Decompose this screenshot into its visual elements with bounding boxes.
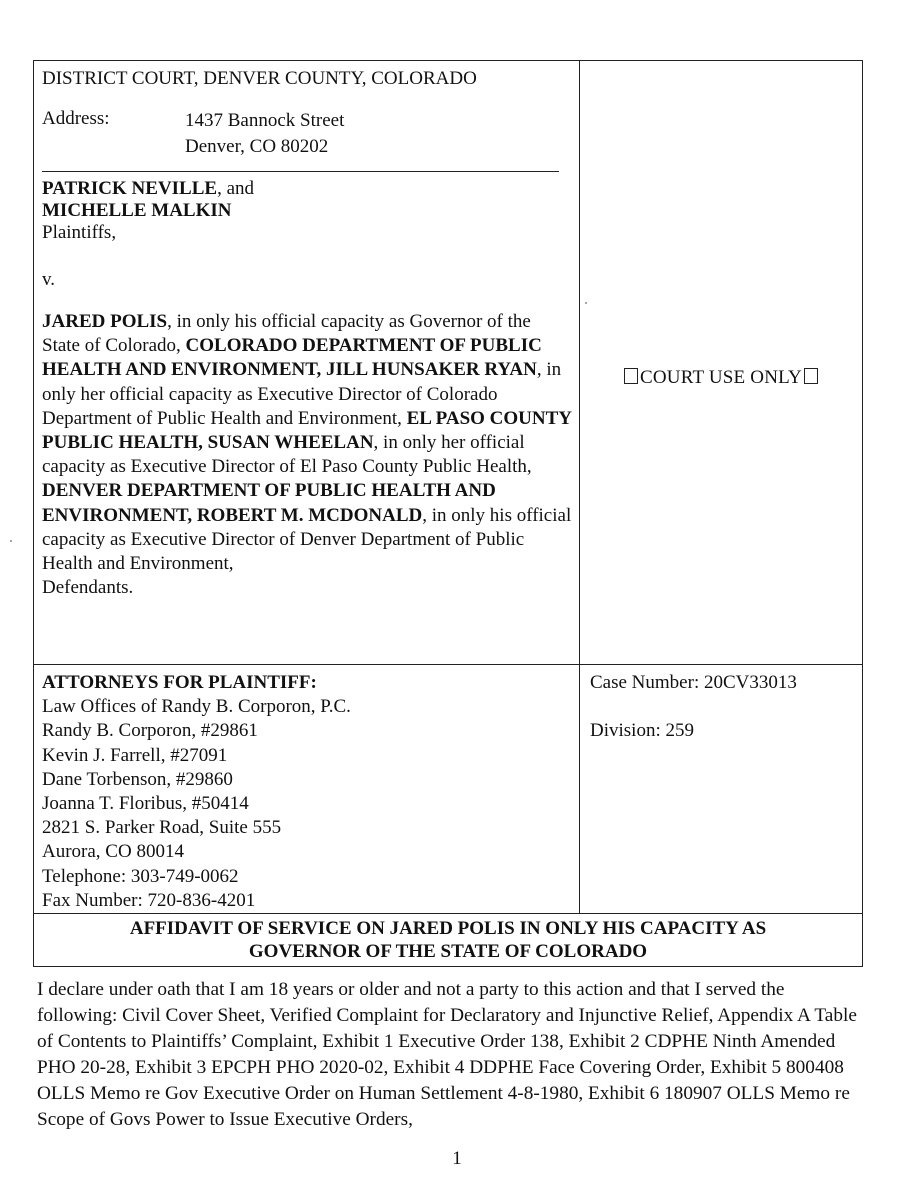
case-number: Case Number: 20CV33013 (590, 672, 797, 693)
address-line-1: 1437 Bannock Street (185, 110, 345, 131)
document-title (34, 914, 863, 967)
attorneys-heading: ATTORNEYS FOR PLAINTIFF: (42, 672, 317, 693)
address-label: Address: (42, 108, 110, 129)
division: Division: 259 (590, 720, 694, 741)
document-title-line-2: GOVERNOR OF THE STATE OF COLORADO (248, 941, 648, 963)
parties-cell (34, 61, 580, 665)
defendant-capacity: , in only her official capacity as Executive Director of El Paso County Public Health, (42, 432, 532, 478)
document-title-line-1: AFFIDAVIT OF SERVICE ON JARED POLIS IN ONLY HIS CAPACITY AS (129, 918, 767, 940)
defendant-capacity: , in only his official capacity as Executive Director of Denver Department of Public Health and Environment, (42, 504, 572, 575)
checkbox-icon (624, 368, 638, 384)
plaintiffs-label: Plaintiffs, (42, 222, 117, 243)
court-use-label: COURT USE ONLY (640, 367, 802, 388)
attorney-line: Randy B. Corporon, #29861 (42, 720, 258, 742)
defendants-text (42, 310, 573, 600)
checkbox-icon (804, 368, 818, 384)
plaintiff-name-1: PATRICK NEVILLE (42, 178, 218, 199)
attorney-line: Telephone: 303-749-0062 (42, 865, 239, 887)
case-info-cell (580, 665, 863, 914)
attorney-line: Kevin J. Farrell, #27091 (42, 744, 228, 766)
attorney-cell (34, 665, 580, 914)
plaintiff-name-2: MICHELLE MALKIN (42, 200, 232, 221)
address-line-2: Denver, CO 80202 (185, 136, 329, 157)
court-use-cell (580, 61, 863, 665)
plaintiff-conjunction: , and (217, 178, 255, 199)
defendant-name: JARED POLIS (42, 311, 168, 332)
defendant-name: DENVER DEPARTMENT OF PUBLIC HEALTH AND ENVIRONMENT, ROBERT M. MCDONALD (42, 480, 496, 526)
page-number: 1 (452, 1148, 462, 1169)
court-name: DISTRICT COURT, DENVER COUNTY, COLORADO (42, 68, 477, 89)
attorney-line: Dane Torbenson, #29860 (42, 768, 233, 790)
attorney-line: Aurora, CO 80014 (42, 841, 184, 863)
scan-speck (585, 302, 587, 304)
defendant-capacity: , in only her official capacity as Executive Director of Colorado Department of Public Health and Environment, (42, 359, 562, 429)
court-use-only (580, 367, 862, 389)
defendant-name: COLORADO DEPARTMENT OF PUBLIC HEALTH AND ENVIRONMENT, JILL HUNSAKER RYAN (42, 335, 542, 381)
divider (42, 171, 559, 172)
defendant-capacity: , in only his official capacity as Governor of the State of Colorado, (42, 311, 531, 357)
plaintiffs-block (42, 178, 573, 244)
defendants-label: Defendants. (42, 577, 134, 599)
attorney-line: 2821 S. Parker Road, Suite 555 (42, 817, 282, 839)
affidavit-paragraph: I declare under oath that I am 18 years or older and not a party to this action and that I served the following: Civil Cover Sheet, Verified Complaint for Declaratory and Injunctive Relief, Appendix A Table of Contents to Plaintiffs’ Complaint, Exhibit 1 Executive Order 138, Exhibit 2 CDPHE Ninth Amended PHO 20-28, Exhibit 3 EPCPH PHO 2020-02, Exhibit 4 DDPHE Face Covering Order, Exhibit 5 800408 OLLS Memo re Gov Executive Order on Human Settlement 4-8-1980, Exhibit 6 180907 OLLS Memo re Scope of Govs Power to Issue Executive Orders, (37, 979, 857, 1130)
defendant-name: EL PASO COUNTY PUBLIC HEALTH, SUSAN WHEELAN (42, 407, 572, 454)
attorney-line: Fax Number: 720-836-4201 (42, 889, 256, 911)
court-address (42, 108, 573, 160)
versus: v. (42, 269, 56, 290)
case-caption-table (33, 60, 863, 967)
scan-speck (10, 540, 12, 542)
attorney-line: Law Offices of Randy B. Corporon, P.C. (42, 696, 351, 718)
attorney-line: Joanna T. Floribus, #50414 (42, 793, 249, 815)
